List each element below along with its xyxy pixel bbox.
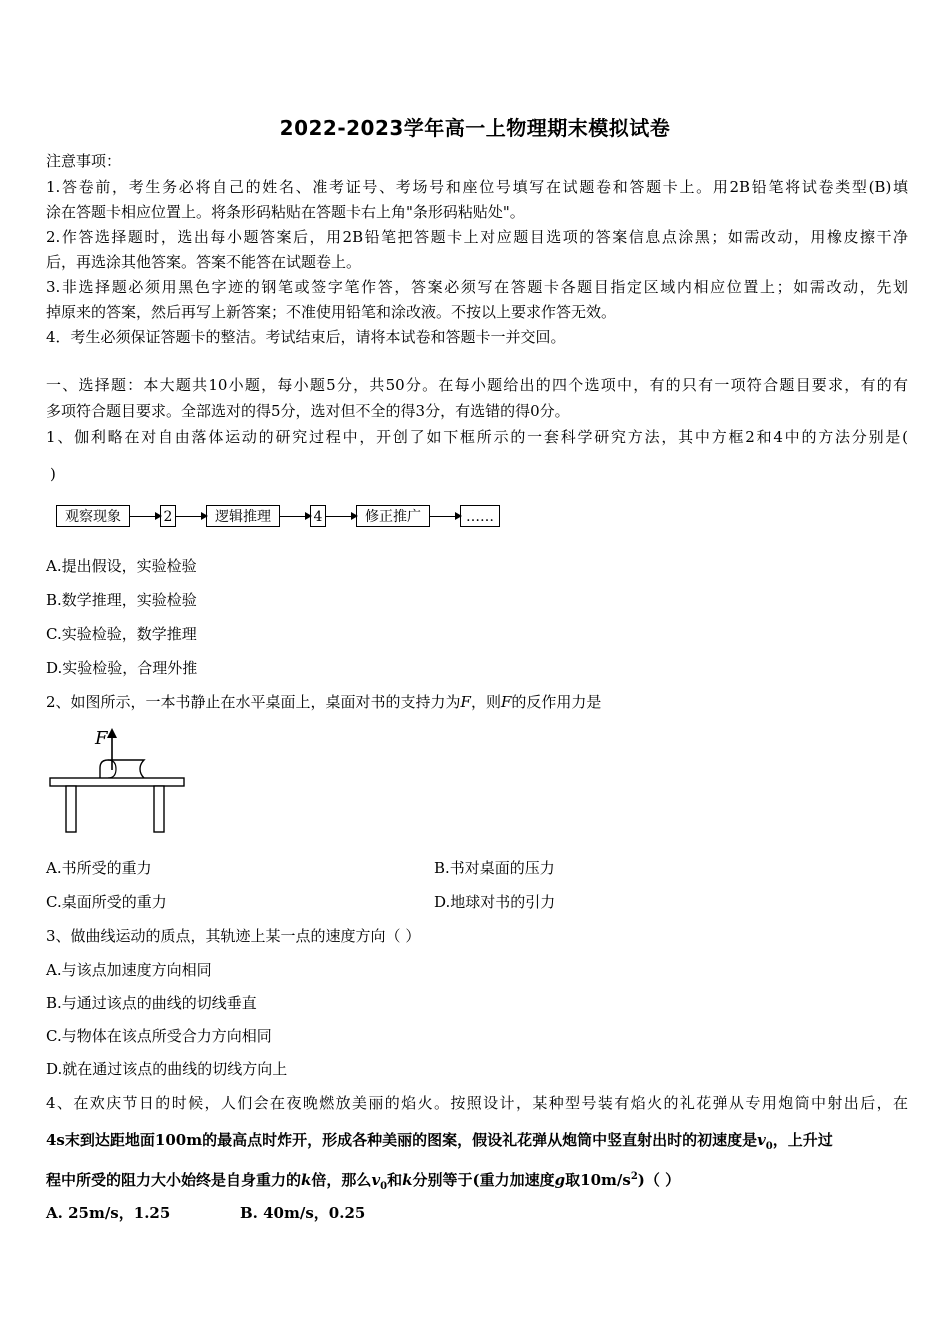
q3-stem: 3、做曲线运动的质点，其轨迹上某一点的速度方向（ ） xyxy=(46,927,421,945)
flow-box-generalize: 修正推广 xyxy=(356,505,430,527)
q2-option-b: B.书对桌面的压力 xyxy=(434,859,555,877)
q1-option-c: C.实验检验，数学推理 xyxy=(46,625,197,643)
q1-option-a: A.提出假设，实验检验 xyxy=(46,557,197,575)
q2-option-d: D.地球对书的引力 xyxy=(434,893,556,911)
q3-option-a: A.与该点加速度方向相同 xyxy=(46,961,212,979)
q4-stem-line3: 程中所受的阻力大小始终是自身重力的k倍，那么$v_0$和k分别等于(重力加速度g取$10m/s^2$)（ ） xyxy=(46,1171,681,1192)
table-leg-left xyxy=(66,786,76,832)
q1-option-b: B.数学推理，实验检验 xyxy=(46,591,197,609)
force-label: F xyxy=(95,728,108,749)
notice-heading: 注意事项： xyxy=(46,152,122,170)
flow-box-4: 4 xyxy=(310,505,326,527)
flow-box-2: 2 xyxy=(160,505,176,527)
flow-arrow xyxy=(430,516,460,517)
notice-line: 4．考生必须保证答题卡的整洁。考试结束后，请将本试卷和答题卡一并交回。 xyxy=(46,328,566,346)
force-symbol: F xyxy=(500,693,512,711)
q3-option-c: C.与物体在该点所受合力方向相同 xyxy=(46,1027,272,1045)
flow-box-observe: 观察现象 xyxy=(56,505,130,527)
q2-option-c: C.桌面所受的重力 xyxy=(46,893,167,911)
q2-stem: 2、如图所示，一本书静止在水平桌面上，桌面对书的支持力为F，则F的反作用力是 xyxy=(46,693,602,711)
force-symbol: F xyxy=(460,693,471,711)
notice-line: 涂在答题卡相应位置上。将条形码粘贴在答题卡右上角"条形码粘贴处"。 xyxy=(46,203,525,221)
flow-box-ellipsis: …… xyxy=(460,505,500,527)
flow-arrow xyxy=(280,516,310,517)
q1-stem-end: ) xyxy=(50,465,56,483)
q3-option-d: D.就在通过该点的曲线的切线方向上 xyxy=(46,1060,288,1078)
table-leg-right xyxy=(154,786,164,832)
page-title: 2022-2023学年高一上物理期末模拟试卷 xyxy=(279,116,671,140)
book-shape xyxy=(100,760,144,778)
force-arrowhead xyxy=(107,728,117,738)
flow-box-reasoning: 逻辑推理 xyxy=(206,505,280,527)
flow-arrow xyxy=(326,516,356,517)
section-instructions: 多项符合题目要求。全部选对的得5分，选对但不全的得3分，有选错的得0分。 xyxy=(46,402,570,420)
q4-option-a: A. 25m/s，1.25 xyxy=(46,1204,171,1222)
notice-line: 掉原来的答案，然后再写上新答案；不准使用铅笔和涂改液。不按以上要求作答无效。 xyxy=(46,303,617,321)
q2-option-a: A.书所受的重力 xyxy=(46,859,152,877)
book-on-table-figure xyxy=(48,724,188,836)
flow-arrow xyxy=(130,516,160,517)
notice-line: 1.答卷前，考生务必将自己的姓名、准考证号、考场号和座位号填写在试题卷和答题卡上。用2B铅笔将试卷类型(B)填 xyxy=(46,178,908,196)
section-instructions: 一、选择题：本大题共10小题，每小题5分，共50分。在每小题给出的四个选项中，有的只有一项符合题目要求，有的有 xyxy=(46,376,908,394)
q1-stem: 1、伽利略在对自由落体运动的研究过程中，开创了如下框所示的一套科学研究方法，其中方框2和4中的方法分别是( xyxy=(46,428,908,446)
notice-line: 2.作答选择题时，选出每小题答案后，用2B铅笔把答题卡上对应题目选项的答案信息点涂黑；如需改动，用橡皮擦干净 xyxy=(46,228,908,246)
q3-option-b: B.与通过该点的曲线的切线垂直 xyxy=(46,994,257,1012)
q4-stem-line2: 4s末到达距地面100m的最高点时炸开，形成各种美丽的图案，假设礼花弹从炮筒中竖直射出时的初速度是$v_0$，上升过 xyxy=(46,1131,833,1152)
q4-option-b: B. 40m/s，0.25 xyxy=(240,1204,366,1222)
notice-line: 后，再选涂其他答案。答案不能答在试题卷上。 xyxy=(46,253,362,271)
q4-stem-line1: 4、在欢庆节日的时候，人们会在夜晚燃放美丽的焰火。按照设计，某种型号装有焰火的礼花弹从专用炮筒中射出后，在 xyxy=(46,1094,908,1112)
q1-option-d: D.实验检验，合理外推 xyxy=(46,659,198,677)
table-top xyxy=(50,778,184,786)
flow-arrow xyxy=(176,516,206,517)
notice-line: 3.非选择题必须用黑色字迹的钢笔或签字笔作答，答案必须写在答题卡各题目指定区域内相应位置上；如需改动，先划 xyxy=(46,278,908,296)
